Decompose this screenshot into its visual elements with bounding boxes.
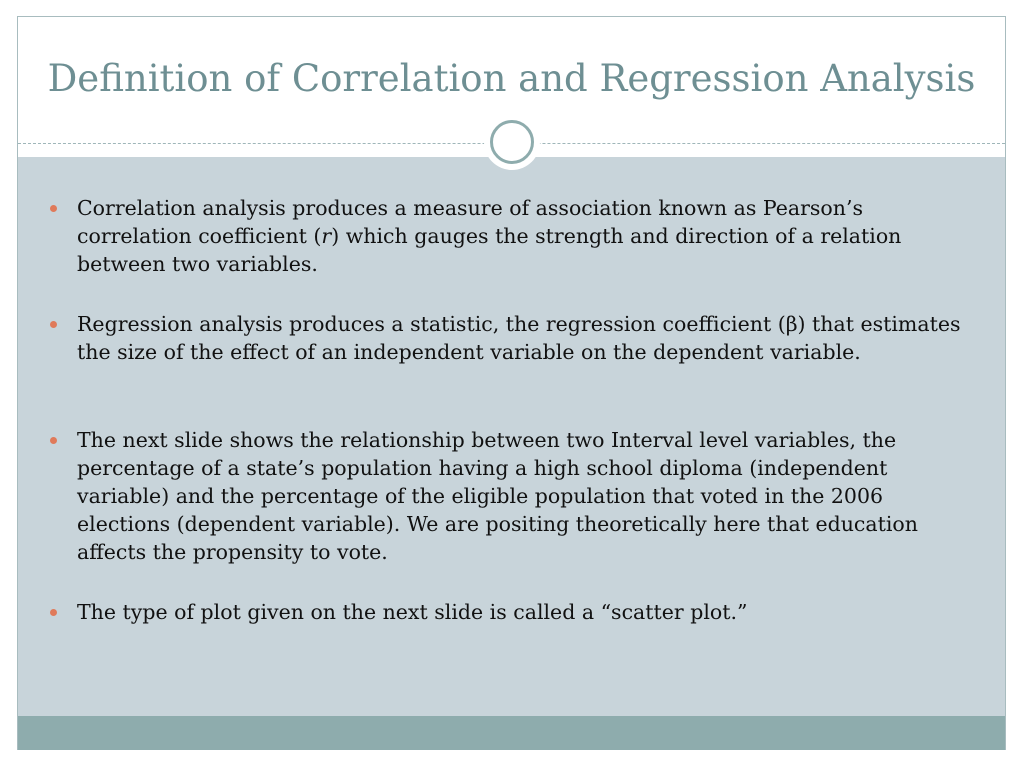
bullet-text: Correlation analysis produces a measure of association known as Pearson’s correlation coefficient (r) which gauges the strength and direction of a relation between two variables. xyxy=(77,196,902,276)
bullet-dot-icon xyxy=(50,609,57,616)
slide-title: Definition of Correlation and Regression Analysis xyxy=(47,57,976,100)
bullet-dot-icon xyxy=(50,321,57,328)
slide-frame xyxy=(17,16,1006,750)
footer-bar xyxy=(18,716,1005,750)
ring-icon xyxy=(490,120,534,164)
bullet-text: The type of plot given on the next slide is called a “scatter plot.” xyxy=(77,600,748,624)
content-area xyxy=(18,157,1005,717)
title-ornament-circle-icon xyxy=(484,114,540,170)
bullet-text: Regression analysis produces a statistic, the regression coefficient (β) that estimates the size of the effect of an independent variable on the dependent variable. xyxy=(77,312,961,364)
bullet-dot-icon xyxy=(50,205,57,212)
bullet-text: The next slide shows the relationship between two Interval level variables, the percentage of a state’s population having a high school diploma (independent variable) and the percentage of the eligible population that voted in the 2006 elections (dependent variable). We are positing theoretically here that education affects the propensity to vote. xyxy=(77,428,918,564)
bullet-dot-icon xyxy=(50,437,57,444)
